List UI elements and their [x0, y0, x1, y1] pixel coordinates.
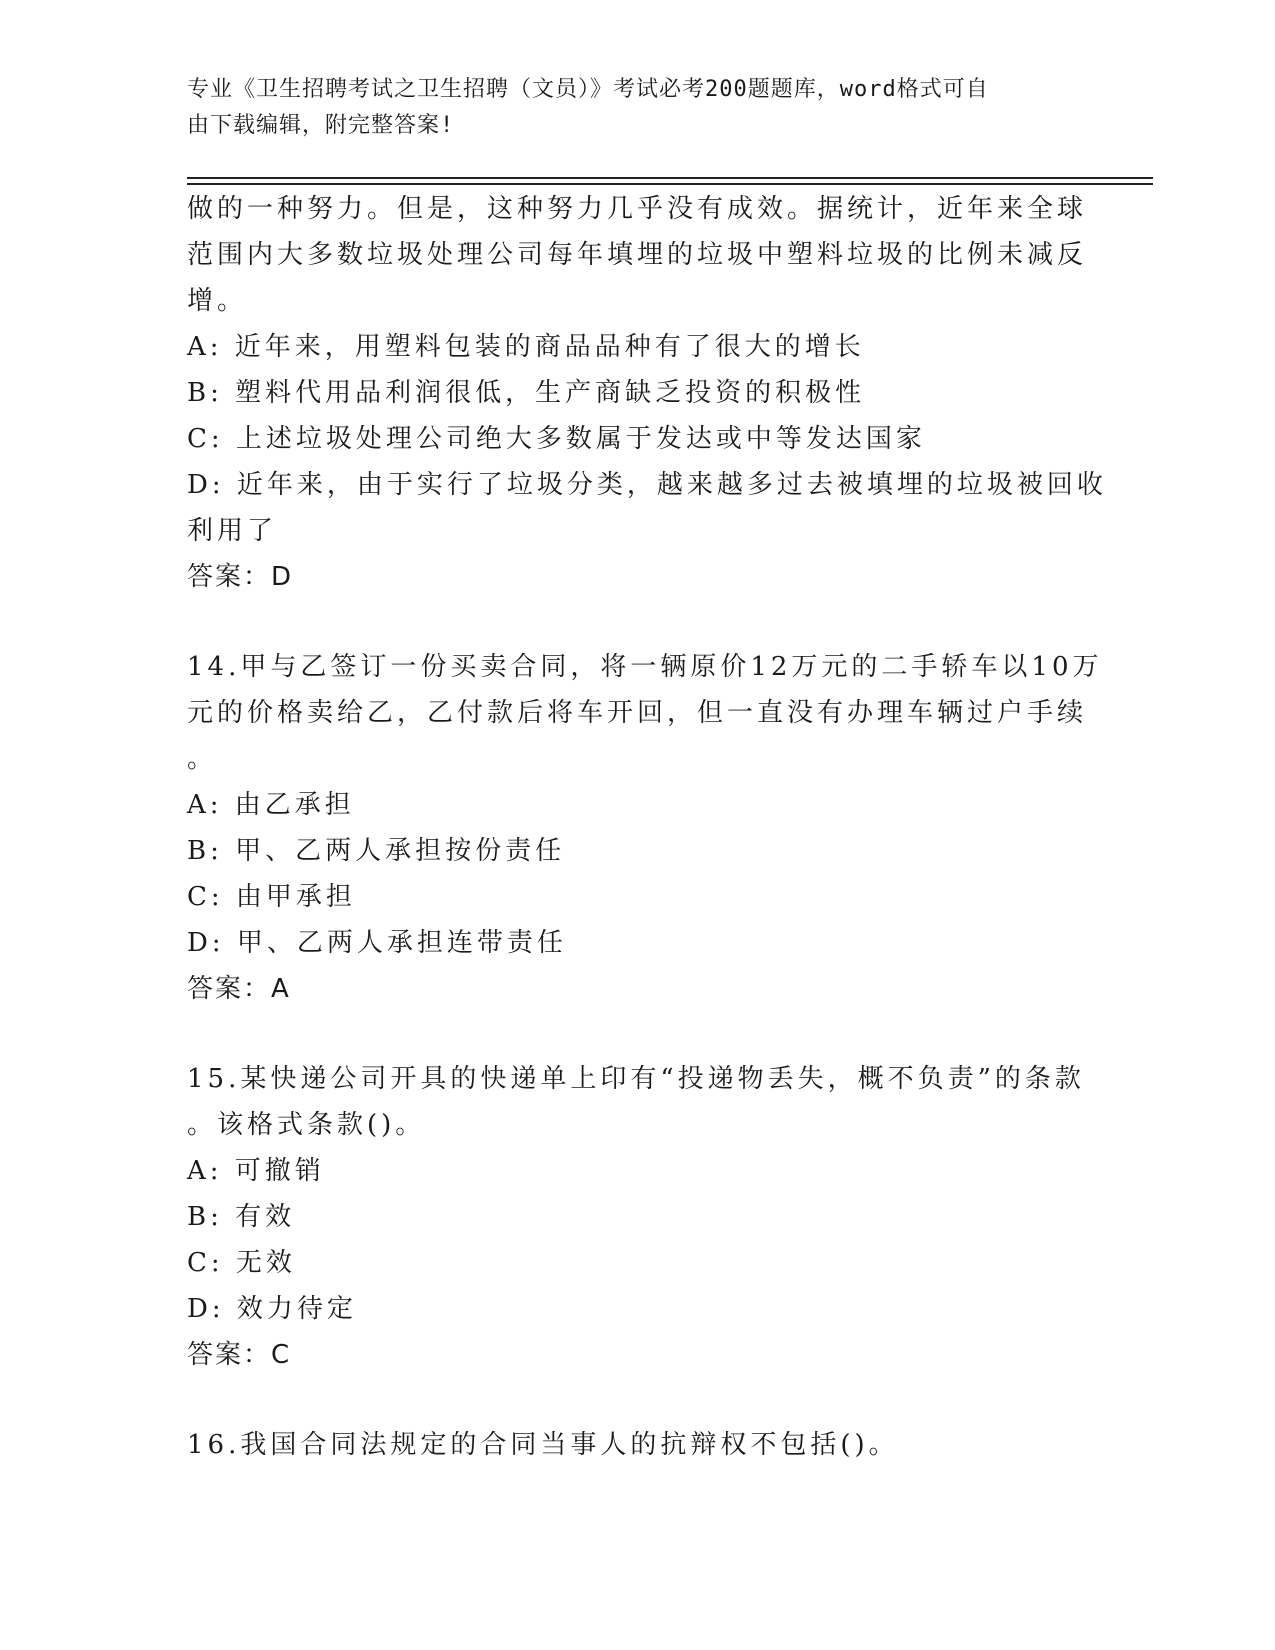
option-c: C: 无效 — [187, 1248, 296, 1278]
header-rule-bottom — [187, 183, 1153, 185]
document-header — [187, 72, 1067, 144]
spacer — [187, 1378, 1087, 1422]
option-b: B: 甲、乙两人承担按份责任 — [187, 836, 566, 866]
spacer — [187, 1012, 1087, 1056]
question-text-line: 做的一种努力。但是，这种努力几乎没有成效。据统计，近年来全球 — [187, 194, 1088, 224]
option-a: A: 由乙承担 — [187, 790, 355, 820]
spacer — [187, 600, 1087, 644]
question-16 — [187, 1422, 1087, 1468]
option-d-continued: 利用了 — [187, 516, 278, 546]
question-text-line: 元的价格卖给乙，乙付款后将车开回，但一直没有办理车辆过户手续 — [187, 698, 1088, 728]
option-d: D: 甲、乙两人承担连带责任 — [187, 928, 567, 958]
answer: 答案：A — [187, 974, 291, 1004]
question-text-line: 范围内大多数垃圾处理公司每年填埋的垃圾中塑料垃圾的比例未减反 — [187, 240, 1088, 270]
option-b: B: 有效 — [187, 1202, 296, 1232]
header-line-2: 由下载编辑，附完整答案! — [187, 113, 455, 138]
header-rule-top — [187, 177, 1153, 179]
option-c: C: 上述垃圾处理公司绝大多数属于发达或中等发达国家 — [187, 424, 926, 454]
question-15 — [187, 1056, 1087, 1378]
option-d: D: 近年来，由于实行了垃圾分类，越来越多过去被填埋的垃圾被回收 — [187, 470, 1107, 500]
question-text-line: 15.某快递公司开具的快递单上印有“投递物丢失，概不负责”的条款 — [187, 1064, 1085, 1094]
question-13 — [187, 186, 1107, 600]
option-b: B: 塑料代用品利润很低，生产商缺乏投资的积极性 — [187, 378, 866, 408]
option-d: D: 效力待定 — [187, 1294, 357, 1324]
header-line-1: 专业《卫生招聘考试之卫生招聘（文员）》考试必考200题题库，word格式可自 — [187, 77, 989, 102]
option-a: A: 近年来，用塑料包装的商品品种有了很大的增长 — [187, 332, 865, 362]
option-c: C: 由甲承担 — [187, 882, 356, 912]
question-text-line: 14.甲与乙签订一份买卖合同，将一辆原价12万元的二手轿车以10万 — [187, 652, 1103, 682]
question-text-line: 16.我国合同法规定的合同当事人的抗辩权不包括()。 — [187, 1430, 899, 1460]
answer: 答案：C — [187, 1340, 292, 1370]
question-list — [187, 186, 1107, 1468]
question-text-line: 。该格式条款()。 — [187, 1110, 426, 1140]
question-text-line: 增。 — [187, 286, 248, 316]
question-text-line: 。 — [187, 744, 218, 774]
answer: 答案：D — [187, 562, 294, 592]
question-14 — [187, 644, 1103, 1012]
option-a: A: 可撤销 — [187, 1156, 325, 1186]
